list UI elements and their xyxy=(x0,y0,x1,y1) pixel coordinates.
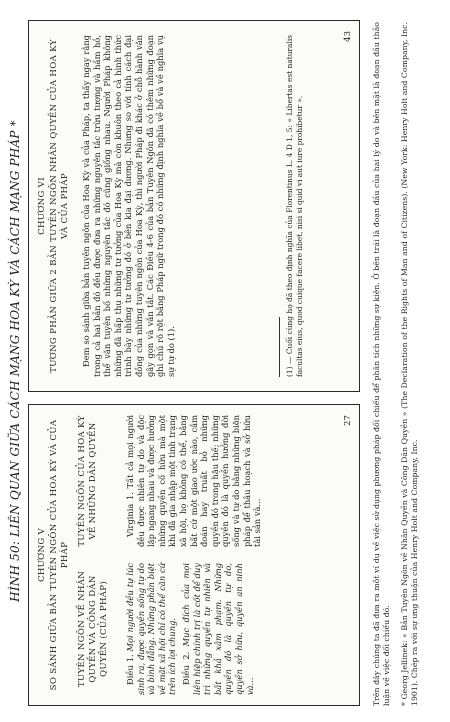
french-articles xyxy=(125,563,258,695)
source-citation: * Georg Jellinek: « Bản Tuyên Ngôn về Nhân Quyền và Công Dân Quyền » (The Declaration of the Rights of Man and of Citizens). (New York: Henry Holt and Company, Inc. 1901). Chép ra với sự ưng thuận của Henry Holt and Company, Inc. xyxy=(400,22,419,706)
figure-title: HÌNH 50: LIÊN QUAN GIỮA CÁCH MẠNG HOA KỲ VÀ CÁCH MẠNG PHÁP * xyxy=(8,120,22,602)
chapter-footnote: (1) — Cuối cùng họ đã theo định nghĩa của Florentinus L. 4 D 1, 5: « Libertas est naturalis facultas eius, quod cuique facere libet, nisi si quid vi aut iure prohibetur ». xyxy=(285,35,304,377)
figure-caption: Trên đây chúng ta đã đưa ra một ví dụ về việc sử dụng phương pháp đối chiếu để phân tích những sự kiện. Ở bên trái là đoạn đầu của hai lý do và bên mặt là đoạn đầu thảo luận về việc đối chiếu đó. xyxy=(372,22,391,706)
article-2-label: Điều 2. xyxy=(180,651,191,685)
article-2-text: Mục đích của mọi liên hiệp chính trị là cốt để duy trì những quyền tự nhiên và bất khả xâm phạm. Những quyền đó là quyền tự do, quyền sở hữu, quyền an ninh và... xyxy=(180,562,255,695)
page-number-left: 27 xyxy=(343,415,353,426)
virginia-text: Tất cả mọi người đều được nhiên tự do và độc lập ngang nhau và được hưởng những quyền cố hữu mà một khi đã gia nhập một tình trạng xã hội, họ không có thể, bằng bất cứ một giao ước nào, cắm đoán hay truất bỏ những quyền đó trong hậu thế; những quyền đó là quyền hưởng đời sống và tự do bằng những biện pháp để thâu hoạch và sở hữu tài sản và... xyxy=(125,415,263,547)
chapter-v-label: CHƯƠNG V xyxy=(37,527,47,583)
chapter-vi-panel xyxy=(28,20,360,392)
virginia-article xyxy=(125,415,266,547)
chapter-v-panel xyxy=(28,404,360,706)
page-number-right: 43 xyxy=(343,31,353,42)
comparison-paragraph xyxy=(81,35,179,377)
us-declaration-heading: TUYÊN NGÔN CỦA HOA KỲ VỀ NHỮNG DÂN QUYỀN xyxy=(77,415,98,547)
article-1-text: Mọi người đều tự lúc sinh ra, được quyền sống tự do và bình đẳng. Những phân biệt về mặt xã hội chỉ có thể căn cứ trên ích lợi chung. xyxy=(125,562,178,695)
comparison-text: Đem so sánh giữa bản tuyên ngôn của Hoa Kỳ và của Pháp, ta thấy ngay rằng trong cả hai bản đó đều được đưa ra những nguyên tắc trừu tượng và hầm hồ, thể văn tuyên bố những nguyên tắc đó cũng giống nhau. Người Pháp không những đã hấp thụ những tư tưởng của Hoa Kỳ mà còn khuôn theo cả hình thức trình bày những tư tưởng đó ở bên kia đại dương. Nhưng so với tính cách đại đồng của những tuyên ngôn của Hoa Kỳ, thì người Pháp đi khác ở chỗ hành văn gây gọn và vắn tắt. Các Điều 4-6 của bản Tuyên Ngôn đã có thêm những đoạn ghi chú rõ rệt bằng Pháp ngữ trong đó có những định nghĩa về bổ và về nghĩa vụ sự tự do (1). xyxy=(81,35,176,377)
chapter-v-heading: SO SÁNH GIỮA BẢN TUYÊN NGÔN CỦA HOA KỲ VÀ CỦA PHÁP xyxy=(49,419,70,691)
article-1-label: Điều 1. xyxy=(125,654,135,685)
chapter-vi-label: CHƯƠNG VI xyxy=(37,177,47,235)
virginia-label: Virginia 1. xyxy=(125,492,135,537)
footnote-rule xyxy=(279,317,280,377)
french-declaration-heading: TUYÊN NGÔN VỀ NHÂN QUYỀN VÀ CÔNG DÂN QUYỀN (CỦA PHÁP) xyxy=(77,570,109,688)
chapter-vi-heading: TƯƠNG PHẢN GIỮA 2 BẢN TUYÊN NGÔN NHÂN QUYỀN CỦA HOA KỲ VÀ CỦA PHÁP xyxy=(49,39,70,373)
